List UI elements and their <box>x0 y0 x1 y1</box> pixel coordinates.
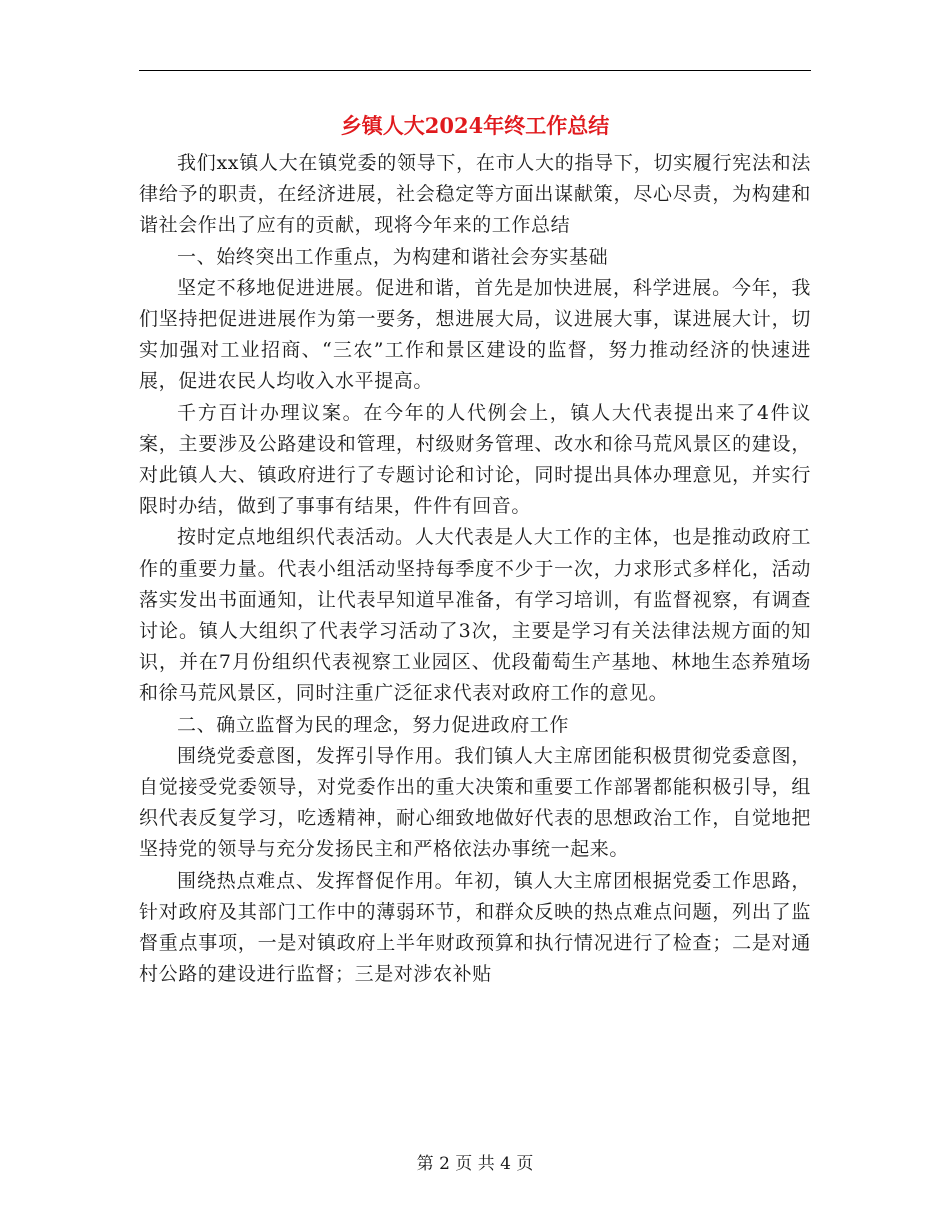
paragraph-party-intent: 围绕党委意图，发挥引导作用。我们镇人大主席团能积极贯彻党委意图，自觉接受党委领导，对党委作出的重大决策和重要工作部署都能积极引导，组织代表反复学习，吃透精神，耐心细致地做好代表的思想政治工作，自觉地把坚持党的领导与充分发扬民主和严格依法办事统一起来。 <box>139 744 811 861</box>
page-number: 第 2 页 共 4 页 <box>416 1154 534 1174</box>
document-title: 乡镇人大2024年终工作总结 <box>340 113 610 138</box>
section-heading-1: 一、始终突出工作重点，为构建和谐社会夯实基础 <box>177 245 609 268</box>
document-body <box>139 148 811 990</box>
paragraph-handle-motions: 千方百计办理议案。在今年的人代例会上，镇人大代表提出来了4件议案，主要涉及公路建设和管理，村级财务管理、改水和徐马荒风景区的建设，对此镇人大、镇政府进行了专题讨论和讨论，同时提出具体办理意见，并实行限时办结，做到了事事有结果，件件有回音。 <box>139 401 811 518</box>
section-heading-2: 二、确立监督为民的理念，努力促进政府工作 <box>177 713 570 736</box>
paragraph-deputy-activities: 按时定点地组织代表活动。人大代表是人大工作的主体，也是推动政府工作的重要力量。代表小组活动坚持每季度不少于一次，力求形式多样化，活动落实发出书面通知，让代表早知道早准备，有学习培训，有监督视察，有调查讨论。镇人大组织了代表学习活动了3次，主要是学习有关法律法规方面的知识，并在7月份组织代表视察工业园区、优段葡萄生产基地、林地生态养殖场和徐马荒风景区，同时注重广泛征求代表对政府工作的意见。 <box>139 526 811 705</box>
header-rule <box>139 70 811 71</box>
paragraph-intro: 我们xx镇人大在镇党委的领导下，在市人大的指导下，切实履行宪法和法律给予的职责，在经济进展，社会稳定等方面出谋献策，尽心尽责，为构建和谐社会作出了应有的贡献，现将今年来的工作总结 <box>139 152 811 237</box>
paragraph-promote-development: 坚定不移地促进进展。促进和谐，首先是加快进展，科学进展。今年，我们坚持把促进进展作为第一要务，想进展大局，议进展大事，谋进展大计，切实加强对工业招商、“三农”工作和景区建设的监督，努力推动经济的快速进展，促进农民人均收入水平提高。 <box>139 276 811 393</box>
paragraph-hotspot-issues: 围绕热点难点、发挥督促作用。年初，镇人大主席团根据党委工作思路，针对政府及其部门工作中的薄弱环节，和群众反映的热点难点问题，列出了监督重点事项，一是对镇政府上半年财政预算和执行情况进行了检查；二是对通村公路的建设进行监督；三是对涉农补贴 <box>139 869 811 986</box>
